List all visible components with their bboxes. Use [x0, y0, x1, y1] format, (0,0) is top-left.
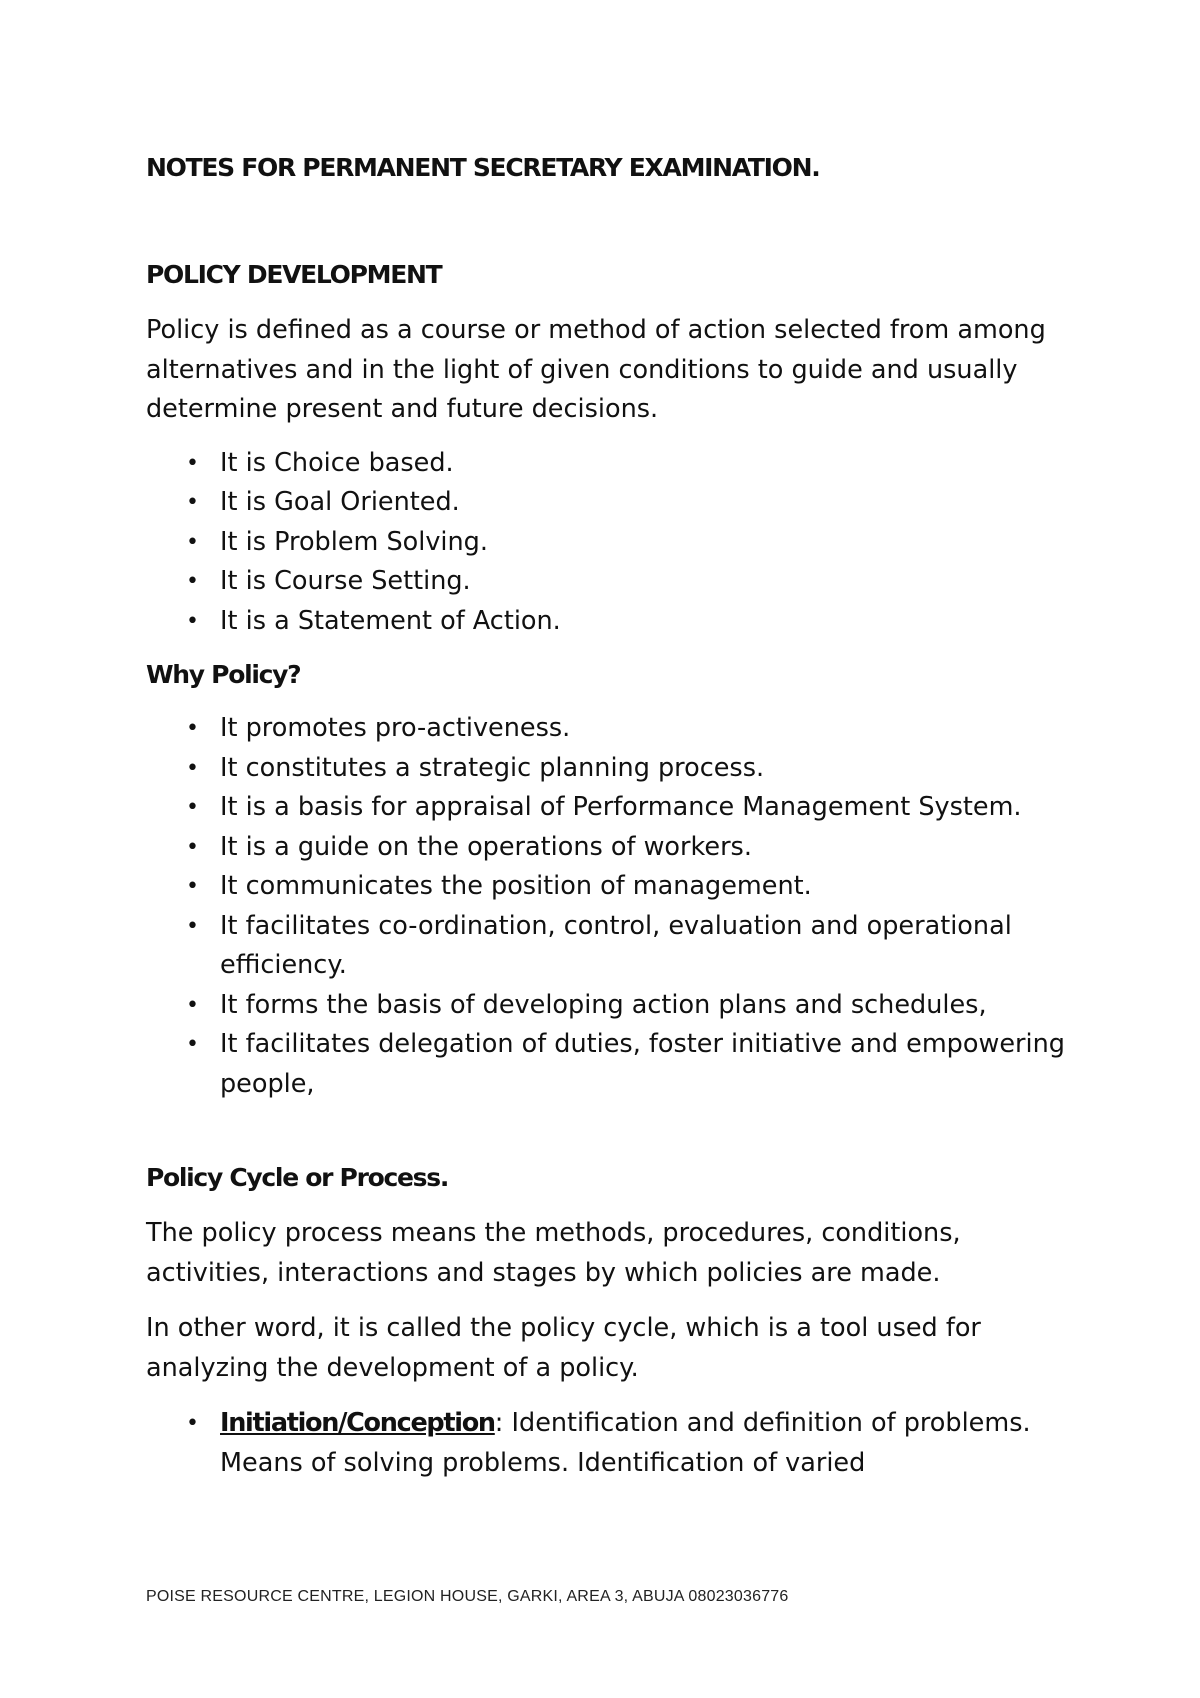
list-item-text: It communicates the position of management. — [220, 871, 812, 901]
list-item-text: It forms the basis of developing action plans and schedules, — [220, 989, 987, 1020]
list-item — [146, 986, 1086, 1026]
list-item — [146, 709, 1086, 749]
policy-characteristics-list — [146, 444, 1086, 642]
bullet-icon: • — [186, 529, 199, 555]
list-item-text: It facilitates delegation of duties, foster initiative and empowering people, — [220, 1029, 1065, 1099]
bullet-icon: • — [186, 569, 199, 594]
stage-term: Initiation/Conception — [220, 1408, 495, 1438]
why-policy-heading: Why Policy? — [146, 660, 301, 689]
list-item-text: It is Problem Solving. — [220, 526, 488, 557]
policy-cycle-stages-list — [146, 1404, 1086, 1483]
list-item — [146, 562, 1086, 602]
policy-cycle-heading: Policy Cycle or Process. — [146, 1163, 449, 1192]
bullet-icon: • — [186, 1032, 199, 1057]
list-item — [146, 602, 1086, 642]
list-item-text: It is Goal Oriented. — [220, 487, 460, 517]
stage-description: : Identification and definition of problems. Means of solving problems. Identification of varied — [220, 1408, 1031, 1478]
policy-definition-paragraph: Policy is defined as a course or method of action selected from among alternatives and in the light of given conditions to guide and usually determine present and future decisions. — [146, 315, 1046, 424]
list-item — [146, 444, 1086, 484]
policy-cycle-paragraph: In other word, it is called the policy cycle, which is a tool used for analyzing the development of a policy. — [146, 1313, 981, 1383]
list-item — [146, 483, 1086, 523]
bullet-icon: • — [186, 874, 199, 899]
bullet-icon: • — [186, 1411, 199, 1436]
list-item-text: It is a basis for appraisal of Performance Management System. — [220, 792, 1022, 822]
list-item — [146, 1025, 1086, 1104]
list-item-text: It constitutes a strategic planning process. — [220, 752, 765, 783]
bullet-icon: • — [186, 913, 199, 939]
list-item — [146, 828, 1086, 868]
list-item-text: It is a guide on the operations of workers. — [220, 831, 752, 862]
document-title: NOTES FOR PERMANENT SECRETARY EXAMINATION. — [146, 153, 820, 182]
list-item-text: It promotes pro-activeness. — [220, 713, 571, 743]
list-item — [146, 749, 1086, 789]
list-item — [146, 523, 1086, 563]
list-item — [146, 867, 1086, 907]
bullet-icon: • — [186, 490, 199, 515]
document-body — [146, 148, 1086, 1483]
why-policy-list — [146, 709, 1086, 1104]
list-item — [146, 1404, 1086, 1483]
list-item — [146, 907, 1086, 986]
bullet-icon: • — [186, 755, 199, 781]
bullet-icon: • — [186, 795, 199, 820]
bullet-icon: • — [186, 834, 199, 860]
page-footer: POISE RESOURCE CENTRE, LEGION HOUSE, GARKI, AREA 3, ABUJA 08023036776 — [146, 1588, 789, 1605]
list-item-text: It facilitates co-ordination, control, evaluation and operational efficiency. — [220, 910, 1012, 980]
policy-process-paragraph: The policy process means the methods, procedures, conditions, activities, interactions and stages by which policies are made. — [146, 1218, 961, 1288]
list-item-text: It is Choice based. — [220, 447, 454, 478]
list-item — [146, 788, 1086, 828]
bullet-icon: • — [186, 608, 199, 634]
list-item-text: It is Course Setting. — [220, 566, 471, 596]
policy-development-heading: POLICY DEVELOPMENT — [146, 260, 442, 289]
bullet-icon: • — [186, 992, 199, 1018]
bullet-icon: • — [186, 450, 199, 476]
bullet-icon: • — [186, 716, 199, 741]
list-item-text: It is a Statement of Action. — [220, 605, 561, 636]
